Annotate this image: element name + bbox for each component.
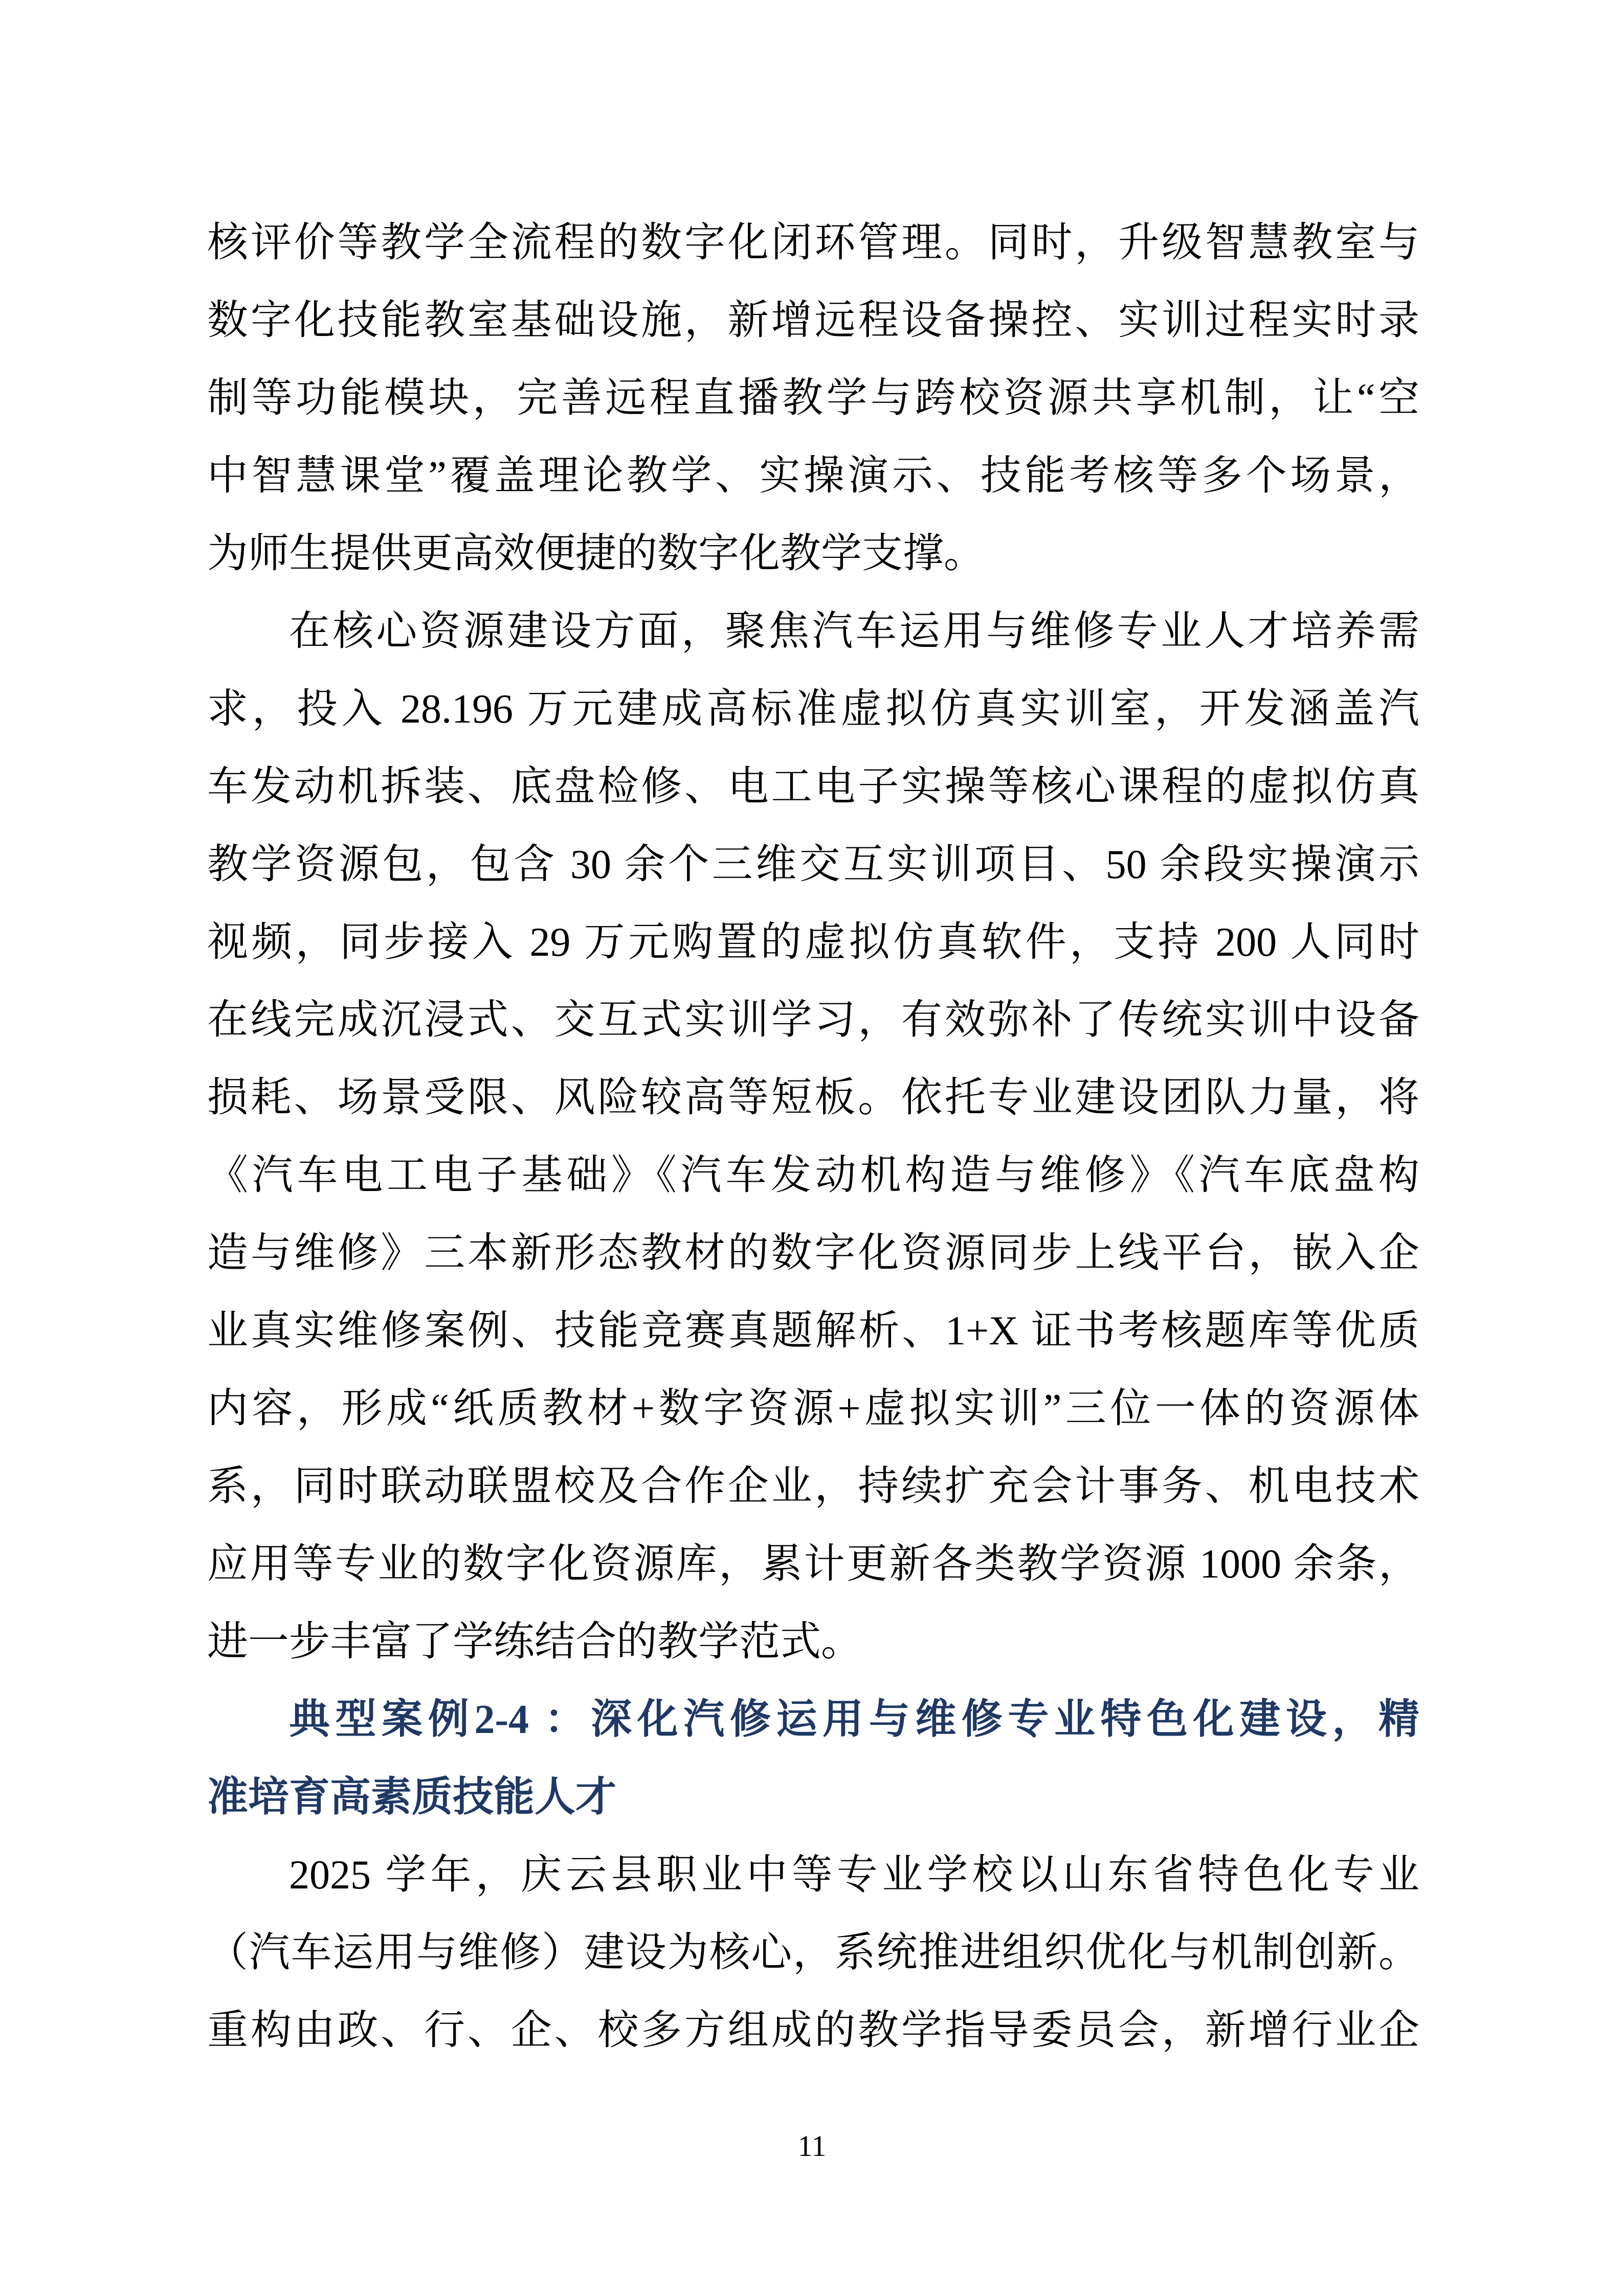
text-line: 系，同时联动联盟校及合作企业，持续扩充会计事务、机电技术 (207, 1464, 1419, 1509)
text-line: 进一步丰富了学练结合的教学范式。 (207, 1619, 862, 1664)
text-line: 中智慧课堂”覆盖理论教学、实操演示、技能考核等多个场景， (207, 454, 1419, 499)
text-line: 业真实维修案例、技能竞赛真题解析、1+X 证书考核题库等优质 (207, 1309, 1419, 1354)
text-line: 数字化技能教室基础设施，新增远程设备操控、实训过程实时录 (207, 298, 1419, 343)
text-block (207, 204, 1419, 2069)
text-line: 应用等专业的数字化资源库，累计更新各类教学资源 1000 余条， (207, 1542, 1419, 1587)
text-line: 视频，同步接入 29 万元购置的虚拟仿真软件，支持 200 人同时 (207, 920, 1419, 965)
text-line: 在核心资源建设方面，聚焦汽车运用与维修专业人才培养需 (289, 609, 1419, 654)
text-line: 2025 学年，庆云县职业中等专业学校以山东省特色化专业 (289, 1853, 1419, 1898)
text-line: 求，投入 28.196 万元建成高标准虚拟仿真实训室，开发涵盖汽 (207, 687, 1419, 732)
text-line: 在线完成沉浸式、交互式实训学习，有效弥补了传统实训中设备 (207, 998, 1419, 1043)
case-heading (207, 1681, 1419, 1836)
text-line: 车发动机拆装、底盘检修、电工电子实操等核心课程的虚拟仿真 (207, 764, 1419, 809)
case-heading-line: 典型案例2-4 ：深化汽修运用与维修专业特色化建设，精 (289, 1697, 1419, 1742)
text-line: （汽车运用与维修）建设为核心，系统推进组织优化与机制创新。 (207, 1930, 1419, 1975)
text-line: 造与维修》三本新形态教材的数字化资源同步上线平台，嵌入企 (207, 1231, 1419, 1276)
paragraph-2025-school-year (207, 1836, 1419, 2069)
text-line: 重构由政、行、企、校多方组成的教学指导委员会，新增行业企 (207, 2008, 1419, 2053)
text-line: 制等功能模块，完善远程直播教学与跨校资源共享机制，让“空 (207, 376, 1419, 421)
case-heading-line: 准培育高素质技能人才 (207, 1775, 616, 1820)
text-line: 《汽车电工电子基础》《汽车发动机构造与维修》《汽车底盘构 (207, 1153, 1419, 1198)
text-line: 为师生提供更高效便捷的数字化教学支撑。 (207, 531, 985, 576)
text-line: 损耗、场景受限、风险较高等短板。依托专业建设团队力量，将 (207, 1075, 1419, 1120)
page-number: 11 (797, 2129, 827, 2163)
paragraph-continued-from-previous-page (207, 204, 1419, 593)
text-line: 核评价等教学全流程的数字化闭环管理。同时，升级智慧教室与 (207, 220, 1419, 265)
text-line: 内容，形成“纸质教材+数字资源+虚拟实训”三位一体的资源体 (207, 1386, 1419, 1431)
text-line: 教学资源包，包含 30 余个三维交互实训项目、50 余段实操演示 (207, 842, 1419, 887)
paragraph-core-resources (207, 593, 1419, 1681)
